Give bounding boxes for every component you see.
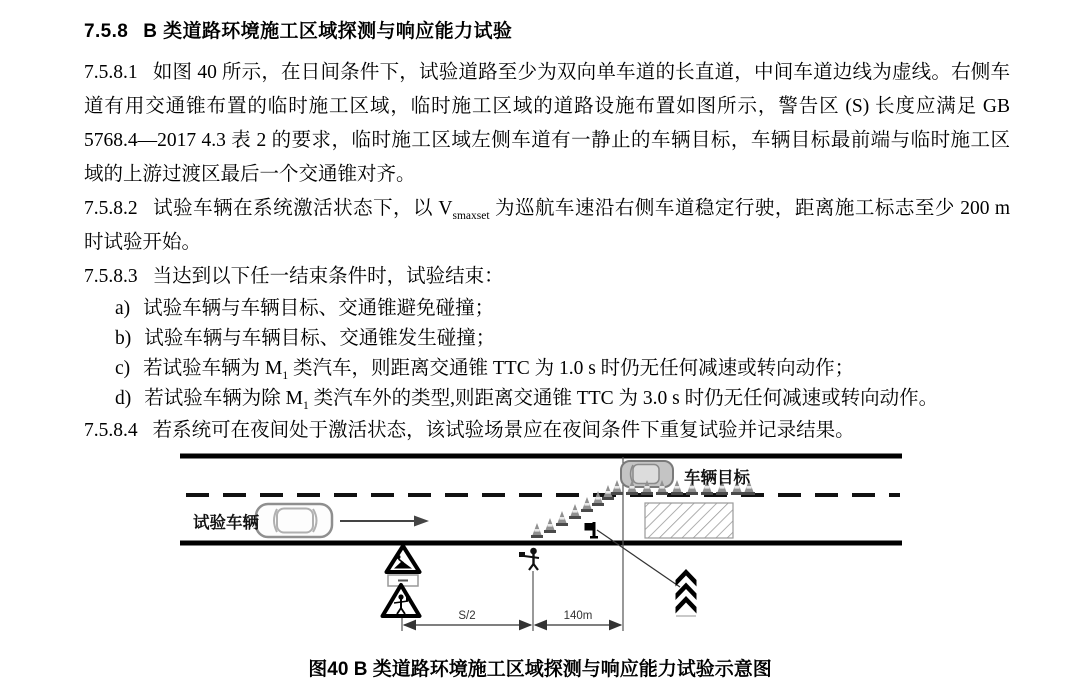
list-item-label: a) xyxy=(115,298,131,319)
list-item-label: d) xyxy=(115,388,132,409)
construction-zone-hatch xyxy=(645,503,733,538)
figure-caption: 图40 B 类道路环境施工区域探测与响应能力试验示意图 xyxy=(308,659,772,680)
driving-direction-arrow xyxy=(340,516,429,527)
list-item-text: 试验车辆与车辆目标、交通锥发生碰撞； xyxy=(144,328,496,349)
section-heading xyxy=(84,16,1010,43)
traffic-cone-icon xyxy=(556,511,568,526)
flagman-icon xyxy=(519,548,539,570)
dimension-140m xyxy=(535,610,621,625)
clause-text-post: 为巡航车速沿右侧车道稳定行驶，距离施工标志至少 200 m 时试验开始。 xyxy=(84,198,1010,253)
clause-text: 当达到以下任一结束条件时，试验结束： xyxy=(152,266,504,287)
list-item-text-post: 类汽车，则距离交通锥 TTC 为 1.0 s 时仍无任何减速或转向动作； xyxy=(288,358,855,379)
clause-number: 7.5.8.4 xyxy=(84,420,138,441)
transition-cone-row xyxy=(531,480,623,538)
v-smaxset-subscript: smaxset xyxy=(452,209,490,222)
section-number: 7.5.8 xyxy=(84,21,129,42)
vehicle-target-label: 车辆目标 xyxy=(684,469,750,487)
list-item-c xyxy=(84,354,1010,384)
traffic-cone-icon xyxy=(569,504,581,519)
figure-40-diagram xyxy=(0,450,1080,650)
clause-number: 7.5.8.2 xyxy=(84,198,138,219)
list-item-text: 试验车辆与车辆目标、交通锥避免碰撞； xyxy=(143,298,495,319)
traffic-cone-icon xyxy=(531,523,543,538)
clause-text: 若系统可在夜间处于激活状态，该试验场景应在夜间条件下重复试验并记录结果。 xyxy=(152,420,855,441)
list-item-text-pre: 若试验车辆为 M xyxy=(143,358,283,379)
clause-text-pre: 试验车辆在系统激活状态下，以 V xyxy=(152,198,453,219)
direction-flag-icon xyxy=(585,522,599,539)
list-item-text-post: 类汽车外的类型,则距离交通锥 TTC 为 3.0 s 时仍无任何减速或转向动作。 xyxy=(308,388,939,409)
paragraph-7-5-8-3 xyxy=(84,260,1010,294)
end-condition-list xyxy=(84,294,1010,414)
paragraph-7-5-8-4 xyxy=(84,414,1010,448)
paragraph-7-5-8-2 xyxy=(84,192,1010,260)
m1-subscript: 1 xyxy=(302,399,309,412)
m1-subscript: 1 xyxy=(282,369,289,382)
flagman-sign-icon xyxy=(383,585,420,616)
dimension-s2 xyxy=(404,610,531,625)
clause-number: 7.5.8.1 xyxy=(84,62,138,83)
test-vehicle-label: 试验车辆 xyxy=(193,514,259,532)
roadwork-sign-icon xyxy=(387,546,420,586)
dimension-140m-label: 140m xyxy=(563,610,593,622)
clause-text: 如图 40 所示，在日间条件下，试验道路至少为双向单车道的长直道，中间车道边线为虚线。右侧车道有用交通锥布置的临时施工区域，临时施工区域的道路设施布置如图所示，警告区 (S) 长度应满足 GB 5768.4—2017 4.3 表 2 的要求，临时施工区域左侧车道有一静止的车辆目标，车辆目标最前端与临时施工区域的上游过渡区最后一个交通锥对齐。 xyxy=(84,62,1010,185)
construction-zone-diagram xyxy=(0,450,1080,650)
traffic-cone-icon xyxy=(544,518,556,533)
clause-number: 7.5.8.3 xyxy=(84,266,138,287)
section-title: B 类道路环境施工区域探测与响应能力试验 xyxy=(143,21,513,42)
paragraph-7-5-8-1 xyxy=(84,56,1010,192)
test-vehicle-car-icon xyxy=(256,504,332,537)
chevron-board-icon xyxy=(676,569,697,616)
list-item-d xyxy=(84,384,1010,414)
list-item-b xyxy=(84,324,1010,354)
traffic-cone-icon xyxy=(581,497,593,512)
dimension-s2-label: S/2 xyxy=(458,610,476,622)
list-item-label: c) xyxy=(115,358,131,379)
list-item-text-pre: 若试验车辆为除 M xyxy=(144,388,303,409)
list-item-label: b) xyxy=(115,328,132,349)
list-item-a xyxy=(84,294,1010,324)
